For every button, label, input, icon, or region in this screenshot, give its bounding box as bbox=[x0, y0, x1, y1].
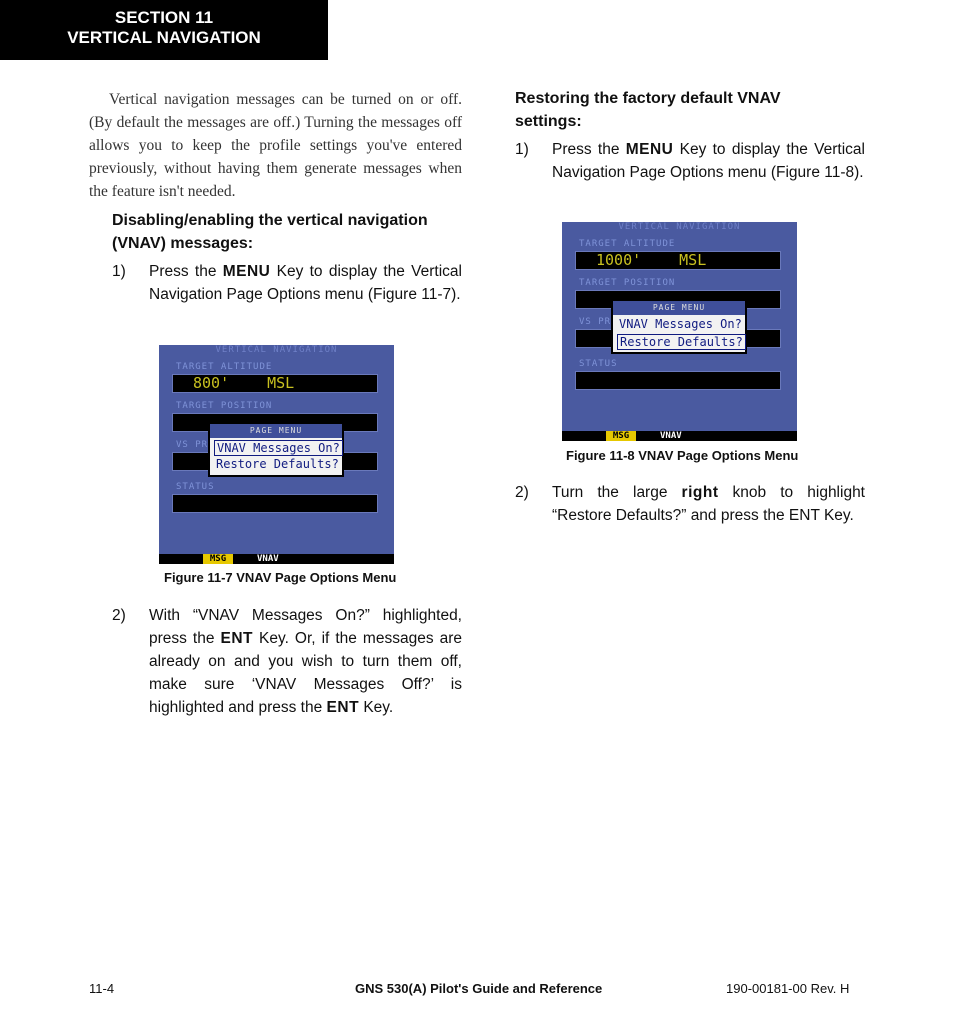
intro-paragraph: Vertical navigation messages can be turned on or off. (By default the messages are off.) Turning the messages off allows you to keep the profile settings you've entered previously, without having them generate messages when the feature isn't needed. bbox=[89, 91, 462, 200]
screen-title: VERTICAL NAVIGATION bbox=[618, 222, 741, 232]
section-header bbox=[0, 0, 328, 60]
left-step-2 bbox=[112, 604, 462, 719]
figure-11-7-caption: Figure 11-7 VNAV Page Options Menu bbox=[164, 570, 397, 585]
vnav-messages-on-option[interactable]: VNAV Messages On? bbox=[619, 317, 742, 331]
status-field bbox=[172, 494, 378, 513]
step-number: 2) bbox=[112, 607, 126, 624]
target-altitude-field: 800' MSL bbox=[172, 374, 378, 393]
vnav-messages-on-option[interactable]: VNAV Messages On? bbox=[214, 440, 343, 456]
right-step-2 bbox=[515, 481, 865, 531]
step-number: 1) bbox=[112, 263, 126, 280]
status-field bbox=[575, 371, 781, 390]
screen-title: VERTICAL NAVIGATION bbox=[215, 345, 338, 355]
ent-key: ENT bbox=[326, 699, 360, 716]
status-label: STATUS bbox=[579, 359, 618, 369]
figure-11-8-caption: Figure 11-8 VNAV Page Options Menu bbox=[566, 448, 799, 463]
page-menu-popup bbox=[611, 299, 747, 354]
page-menu-popup bbox=[208, 422, 344, 477]
document-number: 190-00181-00 Rev. H bbox=[726, 981, 850, 996]
target-position-label: TARGET POSITION bbox=[176, 401, 273, 411]
page-menu-header: PAGE MENU bbox=[613, 301, 745, 315]
gps-screen-vnav bbox=[159, 345, 394, 564]
menu-key: MENU bbox=[222, 263, 271, 280]
step-text: Press the MENU Key to display the Vertical Navigation Page Options menu (Figure 11-8). bbox=[552, 141, 865, 181]
step-number: 2) bbox=[515, 484, 529, 501]
restore-defaults-heading: Restoring the factory default VNAV settings: bbox=[515, 90, 781, 130]
msg-annunciator: MSG bbox=[203, 554, 233, 564]
vs-profile-label: VS PR bbox=[176, 440, 209, 450]
target-position-label: TARGET POSITION bbox=[579, 278, 676, 288]
status-label: STATUS bbox=[176, 482, 215, 492]
vnav-annunciator: VNAV bbox=[257, 554, 279, 564]
vnav-annunciator: VNAV bbox=[660, 431, 682, 441]
left-step-1 bbox=[112, 260, 462, 330]
target-altitude-label: TARGET ALTITUDE bbox=[176, 362, 273, 372]
step-text: Press the MENU Key to display the Vertical Navigation Page Options menu (Figure 11-7). bbox=[149, 263, 462, 303]
gps-screen-vnav bbox=[562, 222, 797, 441]
disable-enable-heading: Disabling/enabling the vertical navigation (VNAV) messages: bbox=[112, 212, 428, 252]
step-number: 1) bbox=[515, 141, 529, 158]
restore-defaults-option[interactable]: Restore Defaults? bbox=[617, 334, 746, 350]
right-knob-key: right bbox=[681, 484, 719, 501]
section-title: VERTICAL NAVIGATION bbox=[67, 28, 261, 47]
ent-key: ENT bbox=[220, 630, 253, 647]
step-text: With “VNAV Messages On?” highlighted, press the ENT Key. Or, if the messages are already on and you wish to turn them off, make sure ‘VNAV Messages Off?’ is highlighted and press the ENT Key. bbox=[149, 607, 463, 716]
right-step-1 bbox=[515, 138, 865, 208]
footer-title: GNS 530(A) Pilot's Guide and Reference bbox=[355, 981, 603, 996]
section-number: SECTION 11 bbox=[114, 8, 214, 27]
menu-key: MENU bbox=[625, 141, 674, 158]
msg-annunciator: MSG bbox=[606, 431, 636, 441]
restore-defaults-option[interactable]: Restore Defaults? bbox=[216, 457, 339, 471]
target-altitude-field: 1000' MSL bbox=[575, 251, 781, 270]
page-number: 11-4 bbox=[89, 981, 115, 996]
step-text: Turn the large right knob to highlight “Restore Defaults?” and press the ENT Key. bbox=[552, 484, 865, 524]
vs-profile-label: VS PR bbox=[579, 317, 612, 327]
target-altitude-label: TARGET ALTITUDE bbox=[579, 239, 676, 249]
page-menu-header: PAGE MENU bbox=[210, 424, 342, 438]
